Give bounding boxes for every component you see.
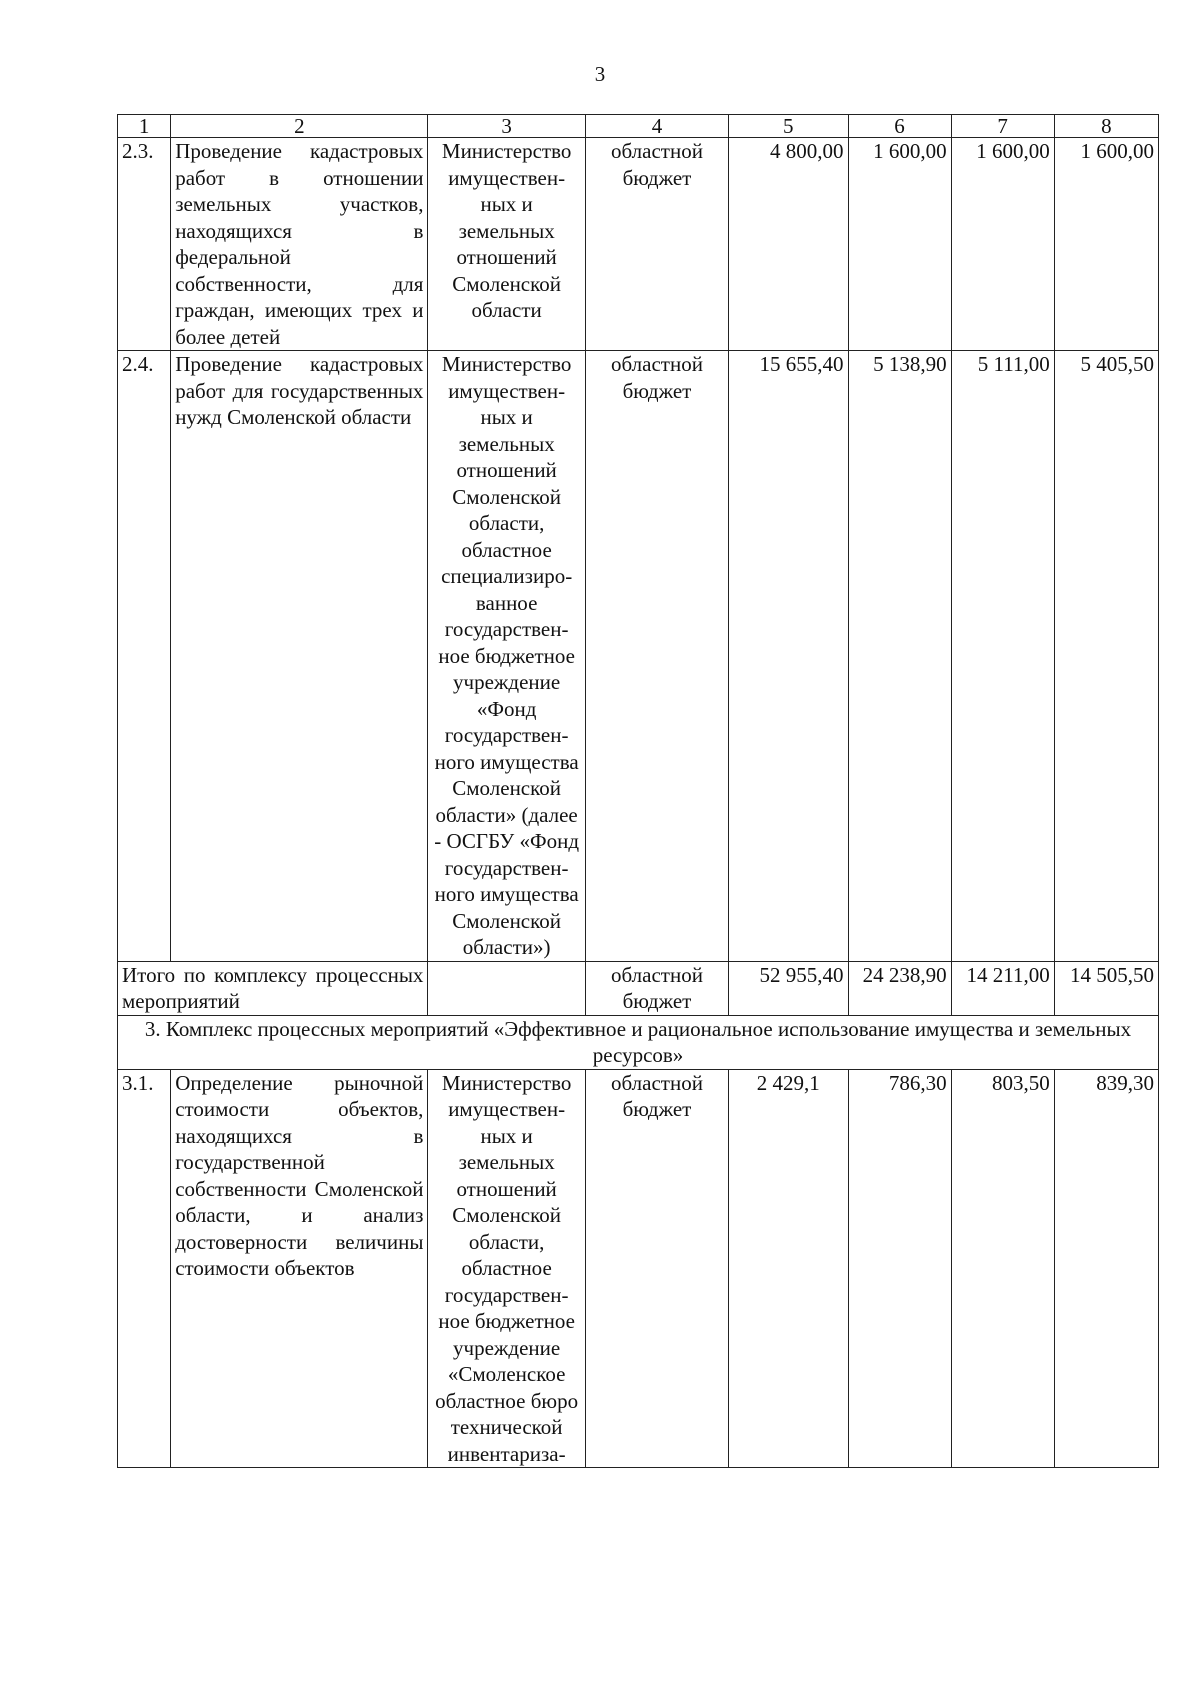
amount-year-2: 14 211,00 (951, 961, 1054, 1015)
amount-year-1: 786,30 (848, 1069, 951, 1468)
measure-name: Определение рыночной стоимости объектов, находящихся в государственной собственности Смоленской области, и анализ достоверности величины стоимости объектов (171, 1069, 428, 1468)
executor: Министерство имуществен-ных и земельных отношений Смоленской области, областное специализиро-ванное государствен-ное бюджетное учреждение «Фонд государствен-ного имущества Смоленской области» (далее - ОСГБУ «Фонд государствен-ного имущества Смоленской области») (428, 351, 585, 962)
amount-year-3: 5 405,50 (1054, 351, 1158, 962)
column-header: 6 (848, 115, 951, 138)
column-header: 8 (1054, 115, 1158, 138)
executor: Министерство имуществен-ных и земельных отношений Смоленской области (428, 138, 585, 351)
total-label: Итого по комплексу процессных мероприятий (118, 961, 428, 1015)
row-number: 2.4. (118, 351, 171, 962)
amount-year-1: 5 138,90 (848, 351, 951, 962)
budget-table (117, 114, 1159, 1468)
table-row (118, 138, 1159, 351)
amount-year-1: 24 238,90 (848, 961, 951, 1015)
amount-total: 4 800,00 (729, 138, 848, 351)
column-header: 2 (171, 115, 428, 138)
amount-year-2: 5 111,00 (951, 351, 1054, 962)
amount-total: 52 955,40 (729, 961, 848, 1015)
amount-year-3: 14 505,50 (1054, 961, 1158, 1015)
section-title: 3. Комплекс процессных мероприятий «Эффективное и рациональное использование имущества и земельных ресурсов» (118, 1015, 1159, 1069)
funding-source: областной бюджет (585, 1069, 728, 1468)
amount-year-1: 1 600,00 (848, 138, 951, 351)
section-row (118, 1015, 1159, 1069)
amount-year-3: 1 600,00 (1054, 138, 1158, 351)
column-header: 5 (729, 115, 848, 138)
column-header: 1 (118, 115, 171, 138)
amount-year-3: 839,30 (1054, 1069, 1158, 1468)
page-number: 3 (594, 62, 606, 86)
executor: Министерство имуществен-ных и земельных отношений Смоленской области, областное государствен-ное бюджетное учреждение «Смоленское областное бюро технической инвентариза- (428, 1069, 585, 1468)
measure-name: Проведение кадастровых работ в отношении земельных участков, находящихся в федеральной собственности, для граждан, имеющих трех и более детей (171, 138, 428, 351)
total-row (118, 961, 1159, 1015)
funding-source: областной бюджет (585, 351, 728, 962)
measure-name: Проведение кадастровых работ для государственных нужд Смоленской области (171, 351, 428, 962)
amount-total: 15 655,40 (729, 351, 848, 962)
table-row (118, 1069, 1159, 1468)
total-executor-empty (428, 961, 585, 1015)
row-number: 2.3. (118, 138, 171, 351)
funding-source: областной бюджет (585, 138, 728, 351)
column-number-row (118, 115, 1159, 138)
amount-total: 2 429,1 (729, 1069, 848, 1468)
amount-year-2: 803,50 (951, 1069, 1054, 1468)
table-row (118, 351, 1159, 962)
funding-source: областной бюджет (585, 961, 728, 1015)
column-header: 3 (428, 115, 585, 138)
column-header: 7 (951, 115, 1054, 138)
column-header: 4 (585, 115, 728, 138)
amount-year-2: 1 600,00 (951, 138, 1054, 351)
row-number: 3.1. (118, 1069, 171, 1468)
